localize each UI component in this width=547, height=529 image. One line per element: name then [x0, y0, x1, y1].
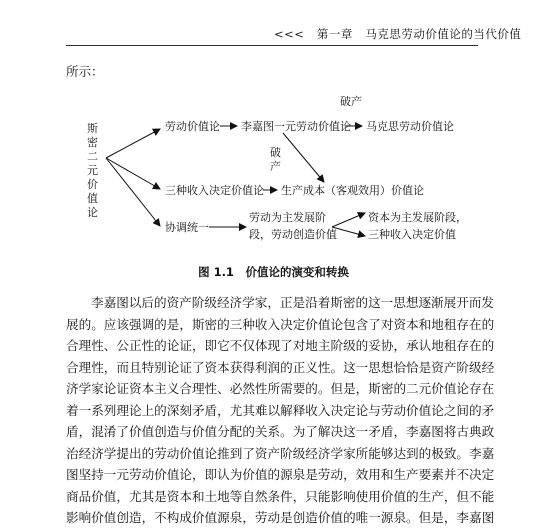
- node-three-income: 三种收入决定价值论: [165, 184, 264, 197]
- root-char: 值: [87, 192, 98, 205]
- body-line: 展的。应该强调的是，斯密的三种收入决定价值论包含了对资本和地租存在的: [66, 316, 495, 332]
- body-paragraph: [66, 292, 495, 529]
- body-line: 合理性，而且特别论证了资本获得利润的正义性。这一思想恰恰是资产阶级经: [66, 359, 495, 375]
- root-char: 元: [87, 164, 98, 177]
- node-ricardo: 李嘉图一元劳动价值论: [241, 120, 351, 133]
- intro-text: 所示：: [66, 64, 104, 79]
- node-coordination: 协调统一: [165, 221, 209, 234]
- arrow-ricardo-to-production-cost: [283, 133, 324, 182]
- header-chapter: 第一章: [316, 27, 353, 41]
- node-production-cost: 生产成本（客观效用）价值论: [281, 184, 424, 197]
- node-capital-stage: 三种收入决定价值: [368, 228, 456, 241]
- body-line: 着一系列理论上的深刻矛盾，尤其难以解释收入决定论与劳动价值论之间的矛: [66, 402, 495, 418]
- body-line: 影响价值创造，不构成价值源泉，劳动是创造价值的唯一源泉。但是，李嘉图: [66, 510, 495, 525]
- arrow-root-to-coordination: [106, 158, 160, 226]
- header-title: 马克思劳动价值论的当代价值: [365, 27, 522, 41]
- body-line: 盾，混淆了价值创造与价值分配的关系。为了解决这一矛盾，李嘉图将古典政: [66, 424, 495, 439]
- break-label-top: 破产: [340, 95, 362, 108]
- root-char: 斯: [87, 122, 98, 135]
- arrow-root-to-three-income: [106, 158, 160, 189]
- break-label-mid: 破: [270, 146, 281, 159]
- body-line: 图坚持一元劳动价值论，即认为价值的源泉是劳动，效用和生产要素并不决定: [66, 467, 495, 482]
- body-line: 商品价值，尤其是资本和土地等自然条件，只能影响使用价值的生产，但不能: [66, 488, 495, 504]
- node-marx: 马克思劳动价值论: [366, 120, 454, 133]
- root-char: 论: [87, 206, 98, 219]
- arrow-labor-stage-to-capital-stage-upper: [332, 213, 365, 227]
- node-capital-stage: 资本为主发展阶段，: [368, 211, 467, 224]
- break-label-mid: 产: [270, 160, 281, 173]
- header-marker: <<<: [274, 27, 305, 41]
- root-label: [87, 121, 98, 219]
- body-line: 合理性、公正性的论证，即它不仅体现了对地主阶级的妥协，承认地租存在的: [66, 338, 495, 353]
- node-labor-stage: 劳动为主发展阶: [249, 211, 326, 224]
- node-labor-value: 劳动价值论: [165, 120, 220, 133]
- root-char: 价: [87, 178, 98, 191]
- node-labor-stage: 段，劳动创造价值: [249, 228, 337, 241]
- body-line: 济学家论证资本主义合理性、必然性所需要的。但是，斯密的二元价值论存在: [66, 381, 495, 396]
- body-line: 治经济学提出的劳动价值论推到了资产阶级经济学家所能够达到的极致。李嘉: [66, 445, 495, 461]
- root-char: 二: [87, 150, 98, 163]
- body-line: 李嘉图以后的资产阶级经济学家，正是沿着斯密的这一思想逐渐展开而发: [91, 295, 494, 310]
- root-char: 密: [87, 136, 98, 149]
- arrow-root-to-labor-value: [106, 129, 160, 158]
- figure-caption: 图 1.1 价值论的演变和转换: [198, 265, 349, 279]
